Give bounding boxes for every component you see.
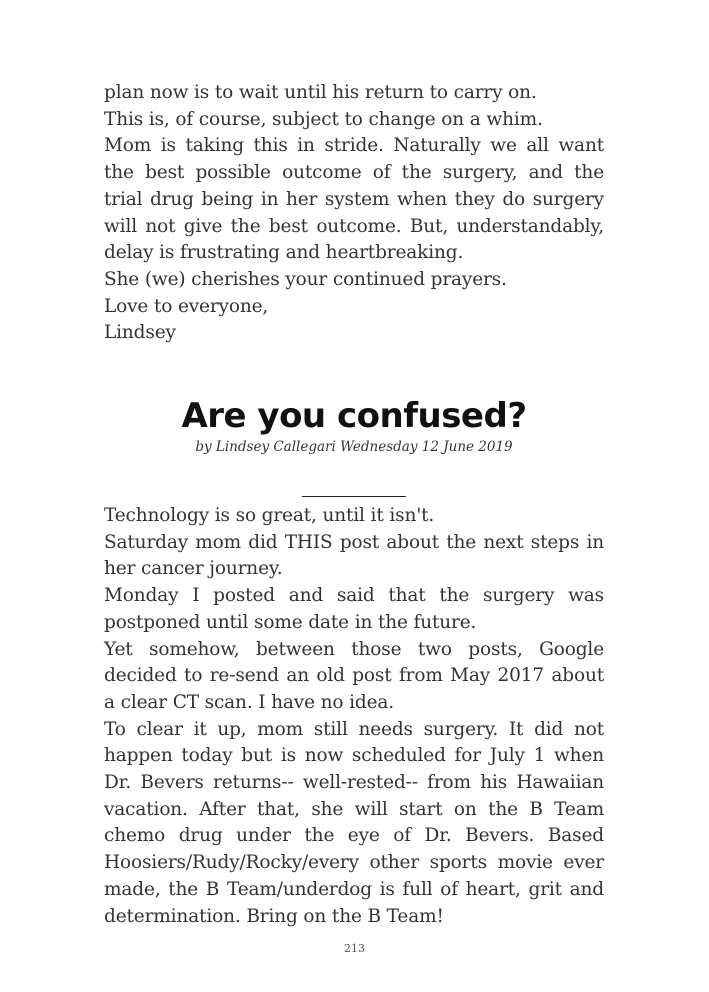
- continued-post: [104, 80, 604, 347]
- paragraph: Yet somehow, between those two posts, Google decided to re-send an old post from May 2017 about a clear CT scan. I have no idea.: [104, 638, 604, 713]
- post-title: Are you confused?: [181, 396, 527, 437]
- paragraph: To clear it up, mom still needs surgery. It did not happen today but is now scheduled for July 1 when Dr. Bevers returns-- well-rested-- from his Hawaiian vacation. After that, she will start on the B Team chemo drug under the eye of Dr. Bevers. Based Hoosiers/Rudy/Rocky/every other sports movie ever made, the B Team/underdog is full of heart, grit and determination. Bring on the B Team!: [104, 718, 604, 927]
- paragraph: Mom is taking this in stride. Naturally we all want the best possible outcome of the surgery, and the trial drug being in her system when they do surgery will not give the best outcome. But, understandably, delay is frustrating and heartbreaking.: [104, 135, 604, 264]
- page-content: [104, 80, 604, 930]
- signature-name: Lindsey: [104, 322, 176, 344]
- post-body: [104, 503, 604, 930]
- paragraph: Love to everyone,: [104, 295, 269, 317]
- paragraph: This is, of course, subject to change on a whim.: [104, 108, 543, 130]
- paragraph: Technology is so great, until it isn't.: [104, 505, 435, 527]
- page-number: 213: [344, 942, 365, 955]
- paragraph: She (we) cherishes your continued prayers.: [104, 268, 507, 290]
- paragraph: Saturday mom did THIS post about the next steps in her cancer journey.: [104, 531, 604, 580]
- divider: [302, 496, 406, 497]
- paragraph: plan now is to wait until his return to carry on.: [104, 82, 537, 103]
- paragraph: Monday I posted and said that the surgery was postponed until some date in the future.: [104, 585, 604, 633]
- post-byline: by Lindsey Callegari Wednesday 12 June 2019: [195, 439, 513, 456]
- post-header: [104, 395, 604, 497]
